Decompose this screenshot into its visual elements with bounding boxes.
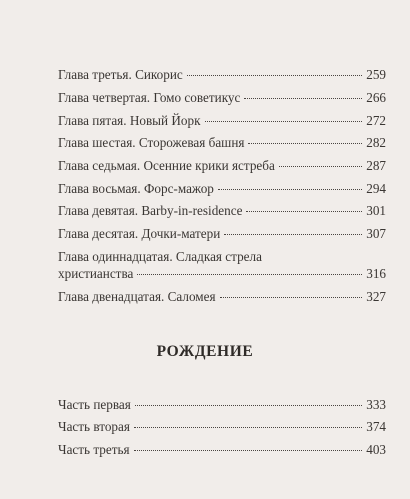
chapter-title: Глава девятая. Barby-in-residence [58, 203, 243, 218]
chapter-title: Глава шестая. Сторожевая башня [58, 135, 245, 150]
dot-leader [218, 189, 362, 190]
toc-entry-chapter-6 [58, 135, 386, 151]
dot-leader [134, 450, 363, 451]
part-title: Часть третья [58, 442, 130, 457]
dot-leader [248, 143, 362, 144]
page-number: 272 [366, 113, 386, 128]
dot-leader [137, 274, 362, 275]
chapter-title-line-2: христианства [58, 266, 134, 281]
chapter-title-line-1: Глава одиннадцатая. Сладкая стрела [58, 249, 262, 264]
page-number: 307 [366, 226, 386, 241]
dot-leader [220, 297, 363, 298]
page-number: 282 [366, 135, 386, 150]
dot-leader [187, 75, 362, 76]
chapter-title: Глава двенадцатая. Саломея [58, 289, 216, 304]
chapter-title: Глава десятая. Дочки-матери [58, 226, 221, 241]
page-number: 316 [366, 266, 386, 281]
toc-entry-chapter-5 [58, 113, 386, 129]
dot-leader [205, 121, 363, 122]
dot-leader [224, 234, 362, 235]
toc-entry-chapter-3 [58, 67, 386, 83]
page-number: 374 [366, 419, 386, 434]
toc-entry-part-3 [58, 442, 386, 458]
chapter-title: Глава восьмая. Форс-мажор [58, 181, 214, 196]
toc-entry-chapter-7 [58, 158, 386, 174]
chapter-title: Глава пятая. Новый Йорк [58, 113, 201, 128]
page-number: 327 [366, 289, 386, 304]
toc-entry-part-1 [58, 397, 386, 413]
page-number: 294 [366, 181, 386, 196]
chapter-title: Глава четвертая. Гомо советикус [58, 90, 241, 105]
dot-leader [135, 405, 362, 406]
toc-entry-chapter-12 [58, 289, 386, 305]
toc-entry-chapter-8 [58, 181, 386, 197]
page-number: 333 [366, 397, 386, 412]
page-number: 403 [366, 442, 386, 457]
page-number: 287 [366, 158, 386, 173]
dot-leader [279, 166, 362, 167]
toc-entry-chapter-10 [58, 226, 386, 242]
dot-leader [134, 427, 362, 428]
dot-leader [246, 211, 362, 212]
page-number: 259 [366, 67, 386, 82]
chapter-title: Глава третья. Сикорис [58, 67, 183, 82]
section-heading: РОЖДЕНИЕ [156, 343, 254, 360]
page-number: 266 [366, 90, 386, 105]
dot-leader [244, 98, 362, 99]
toc-entry-part-2 [58, 419, 386, 435]
chapter-title: Глава седьмая. Осенние крики ястреба [58, 158, 275, 173]
toc-entry-chapter-4 [58, 90, 386, 106]
part-title: Часть вторая [58, 419, 130, 434]
part-title: Часть первая [58, 397, 131, 412]
toc-entry-chapter-11 [58, 249, 386, 282]
toc-entry-chapter-9 [58, 203, 386, 219]
page-number: 301 [366, 203, 386, 218]
